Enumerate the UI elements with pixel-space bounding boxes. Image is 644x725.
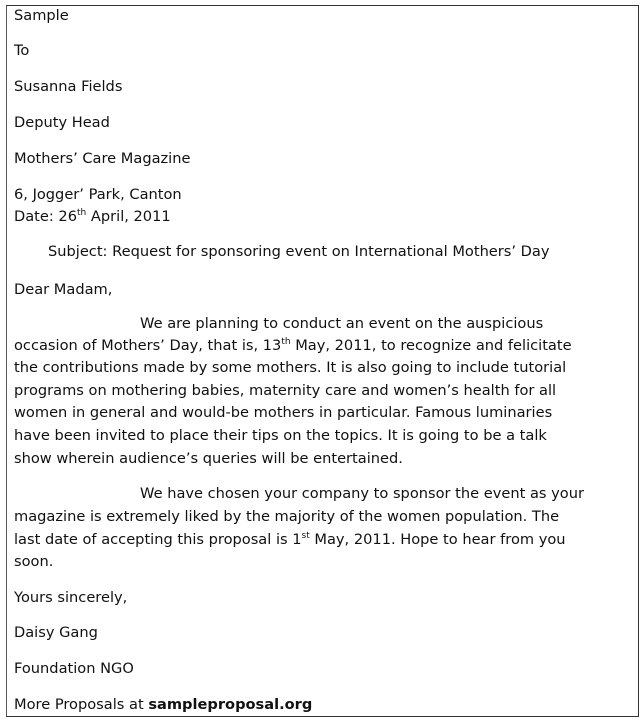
letter-date: Date: 26th April, 2011 [14, 208, 171, 225]
para2-line: We have chosen your company to sponsor the event as your [140, 485, 584, 502]
para1-line: the contributions made by some mothers. It is also going to include tutorial [14, 359, 567, 376]
salutation: Dear Madam, [14, 281, 113, 298]
valediction: Yours sincerely, [14, 589, 128, 606]
para2-line: soon. [14, 553, 54, 570]
subject-line: Subject: Request for sponsoring event on International Mothers’ Day [48, 243, 550, 260]
recipient-name: Susanna Fields [14, 78, 123, 95]
signer-organization: Foundation NGO [14, 660, 134, 677]
para1-line: We are planning to conduct an event on the auspicious [140, 315, 544, 332]
more-proposals-link[interactable]: sampleproposal.org [148, 696, 313, 713]
para2-line: magazine is extremely liked by the majority of the women population. The [14, 508, 560, 525]
recipient-position: Deputy Head [14, 114, 110, 131]
signer-name: Daisy Gang [14, 624, 98, 641]
para1-line: have been invited to place their tips on the topics. It is going to be a talk [14, 427, 547, 444]
sample-label: Sample [14, 7, 69, 24]
para1-line: occasion of Mothers’ Day, that is, 13th May, 2011, to recognize and felicitate [14, 337, 572, 354]
para1-line: women in general and would-be mothers in particular. Famous luminaries [14, 404, 553, 421]
more-proposals-label: More Proposals at [14, 696, 149, 713]
recipient-company: Mothers’ Care Magazine [14, 150, 191, 167]
more-proposals [14, 696, 312, 714]
to-label: To [14, 42, 30, 59]
para2-line: last date of accepting this proposal is 1st May, 2011. Hope to hear from you [14, 531, 566, 548]
para1-line: show wherein audience’s queries will be entertained. [14, 450, 403, 467]
recipient-address: 6, Jogger’ Park, Canton [14, 186, 182, 203]
para1-line: programs on mothering babies, maternity care and women’s health for all [14, 382, 557, 399]
